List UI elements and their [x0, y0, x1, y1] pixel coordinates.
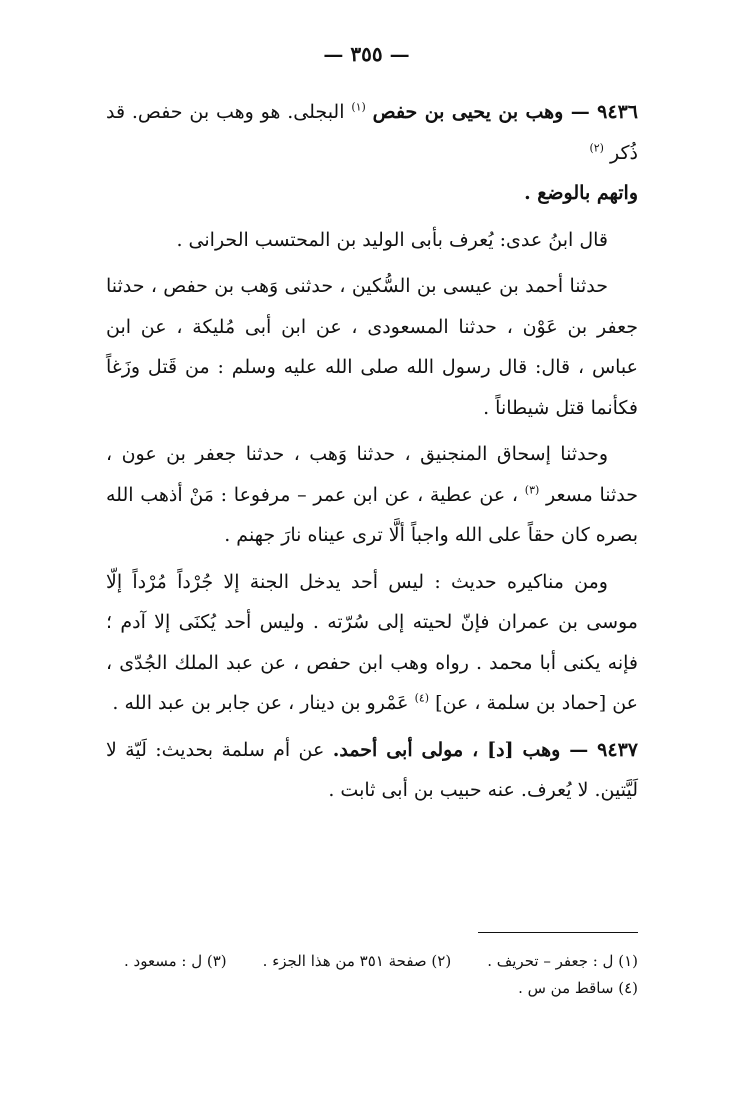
- page-number: — ٣٥٥ —: [323, 42, 410, 66]
- footnotes: [106, 948, 638, 1002]
- entry-9437: [106, 730, 638, 811]
- footnote-ref-1: (١): [351, 100, 366, 114]
- footnote-3: (٣) ل : مسعود .: [124, 952, 227, 970]
- paragraph-manakir-part-b: عَمْرو بن دينار ، عن جابر بن عبد الله .: [112, 692, 409, 714]
- paragraph-manakir: [106, 562, 638, 724]
- footnote-4: (٤) ساقط من س .: [518, 979, 638, 997]
- footnote-2: (٢) صفحة ٣٥١ من هذا الجزء .: [262, 952, 452, 970]
- footnote-line-1: [106, 948, 638, 975]
- footnote-1: (١) ل : جعفر – تحريف .: [487, 952, 638, 970]
- footnote-ref-4: (٤): [414, 691, 430, 705]
- main-text: [106, 92, 638, 811]
- paragraph-hadith-2-part-a: وحدثنا إسحاق المنجنيق ، حدثنا وَهب ، حدثنا جعفر بن عون ، حدثنا مسعر: [106, 443, 638, 506]
- footnote-divider: [478, 932, 638, 933]
- entry-line-2: واتهم بالوضع .: [524, 182, 638, 204]
- paragraph-hadith-1: حدثنا أحمد بن عيسى بن السُّكين ، حدثنى وَهب بن حفص ، حدثنا جعفر بن عَوْن ، حدثنا المسعودى ، عن ابن أبى مُليكة ، عن ابن عباس ، قال: قال رسول الله صلى الله عليه وسلم : من قَتل وزَغاً فكأنما قتل شيطاناً .: [106, 275, 638, 419]
- entry-title: ٩٤٣٦ — وهب بن يحيى بن حفص: [372, 101, 638, 123]
- entry-9436: [106, 92, 638, 214]
- entry-title-rest: البجلى. هو وهب بن حفص. قد ذُكر: [106, 101, 638, 164]
- entry-9437-text: عن أم سلمة بحديث: لَيّة لا لَيَّتين. لا يُعرف. عنه حبيب بن أبى ثابت .: [106, 738, 638, 801]
- paragraph-hadith-2: [106, 434, 638, 556]
- paragraph-manakir-part-a: ومن مناكيره حديث : ليس أحد يدخل الجنة إلا جُرْداً مُرْداً إلّا موسى بن عمران فإنّ لحيته إلى سُرّته . وليس أحد يُكنَى إلا آدم ؛ فإنه يكنى أبا محمد . رواه وهب ابن حفص ، عن عبد الملك الجُدّى ، عن [حماد بن سلمة ، عن]: [106, 570, 638, 714]
- footnote-ref-3: (٣): [524, 483, 540, 497]
- footnote-ref-2: (٢): [589, 141, 604, 155]
- entry-9437-title: ٩٤٣٧ — وهب [د] ، مولى أبى أحمد.: [332, 738, 638, 761]
- paragraph-hadith-2-part-b: ، عن عطية ، عن ابن عمر – مرفوعا : مَنْ أذهب الله بصره كان حقاً على الله واجباً ألَّا ترى عيناه نارَ جهنم .: [106, 483, 638, 546]
- paragraph-ibn-adi: قال ابنُ عدى: يُعرف بأبى الوليد بن المحتسب الحرانى .: [176, 228, 608, 251]
- footnote-line-2: [106, 975, 638, 1002]
